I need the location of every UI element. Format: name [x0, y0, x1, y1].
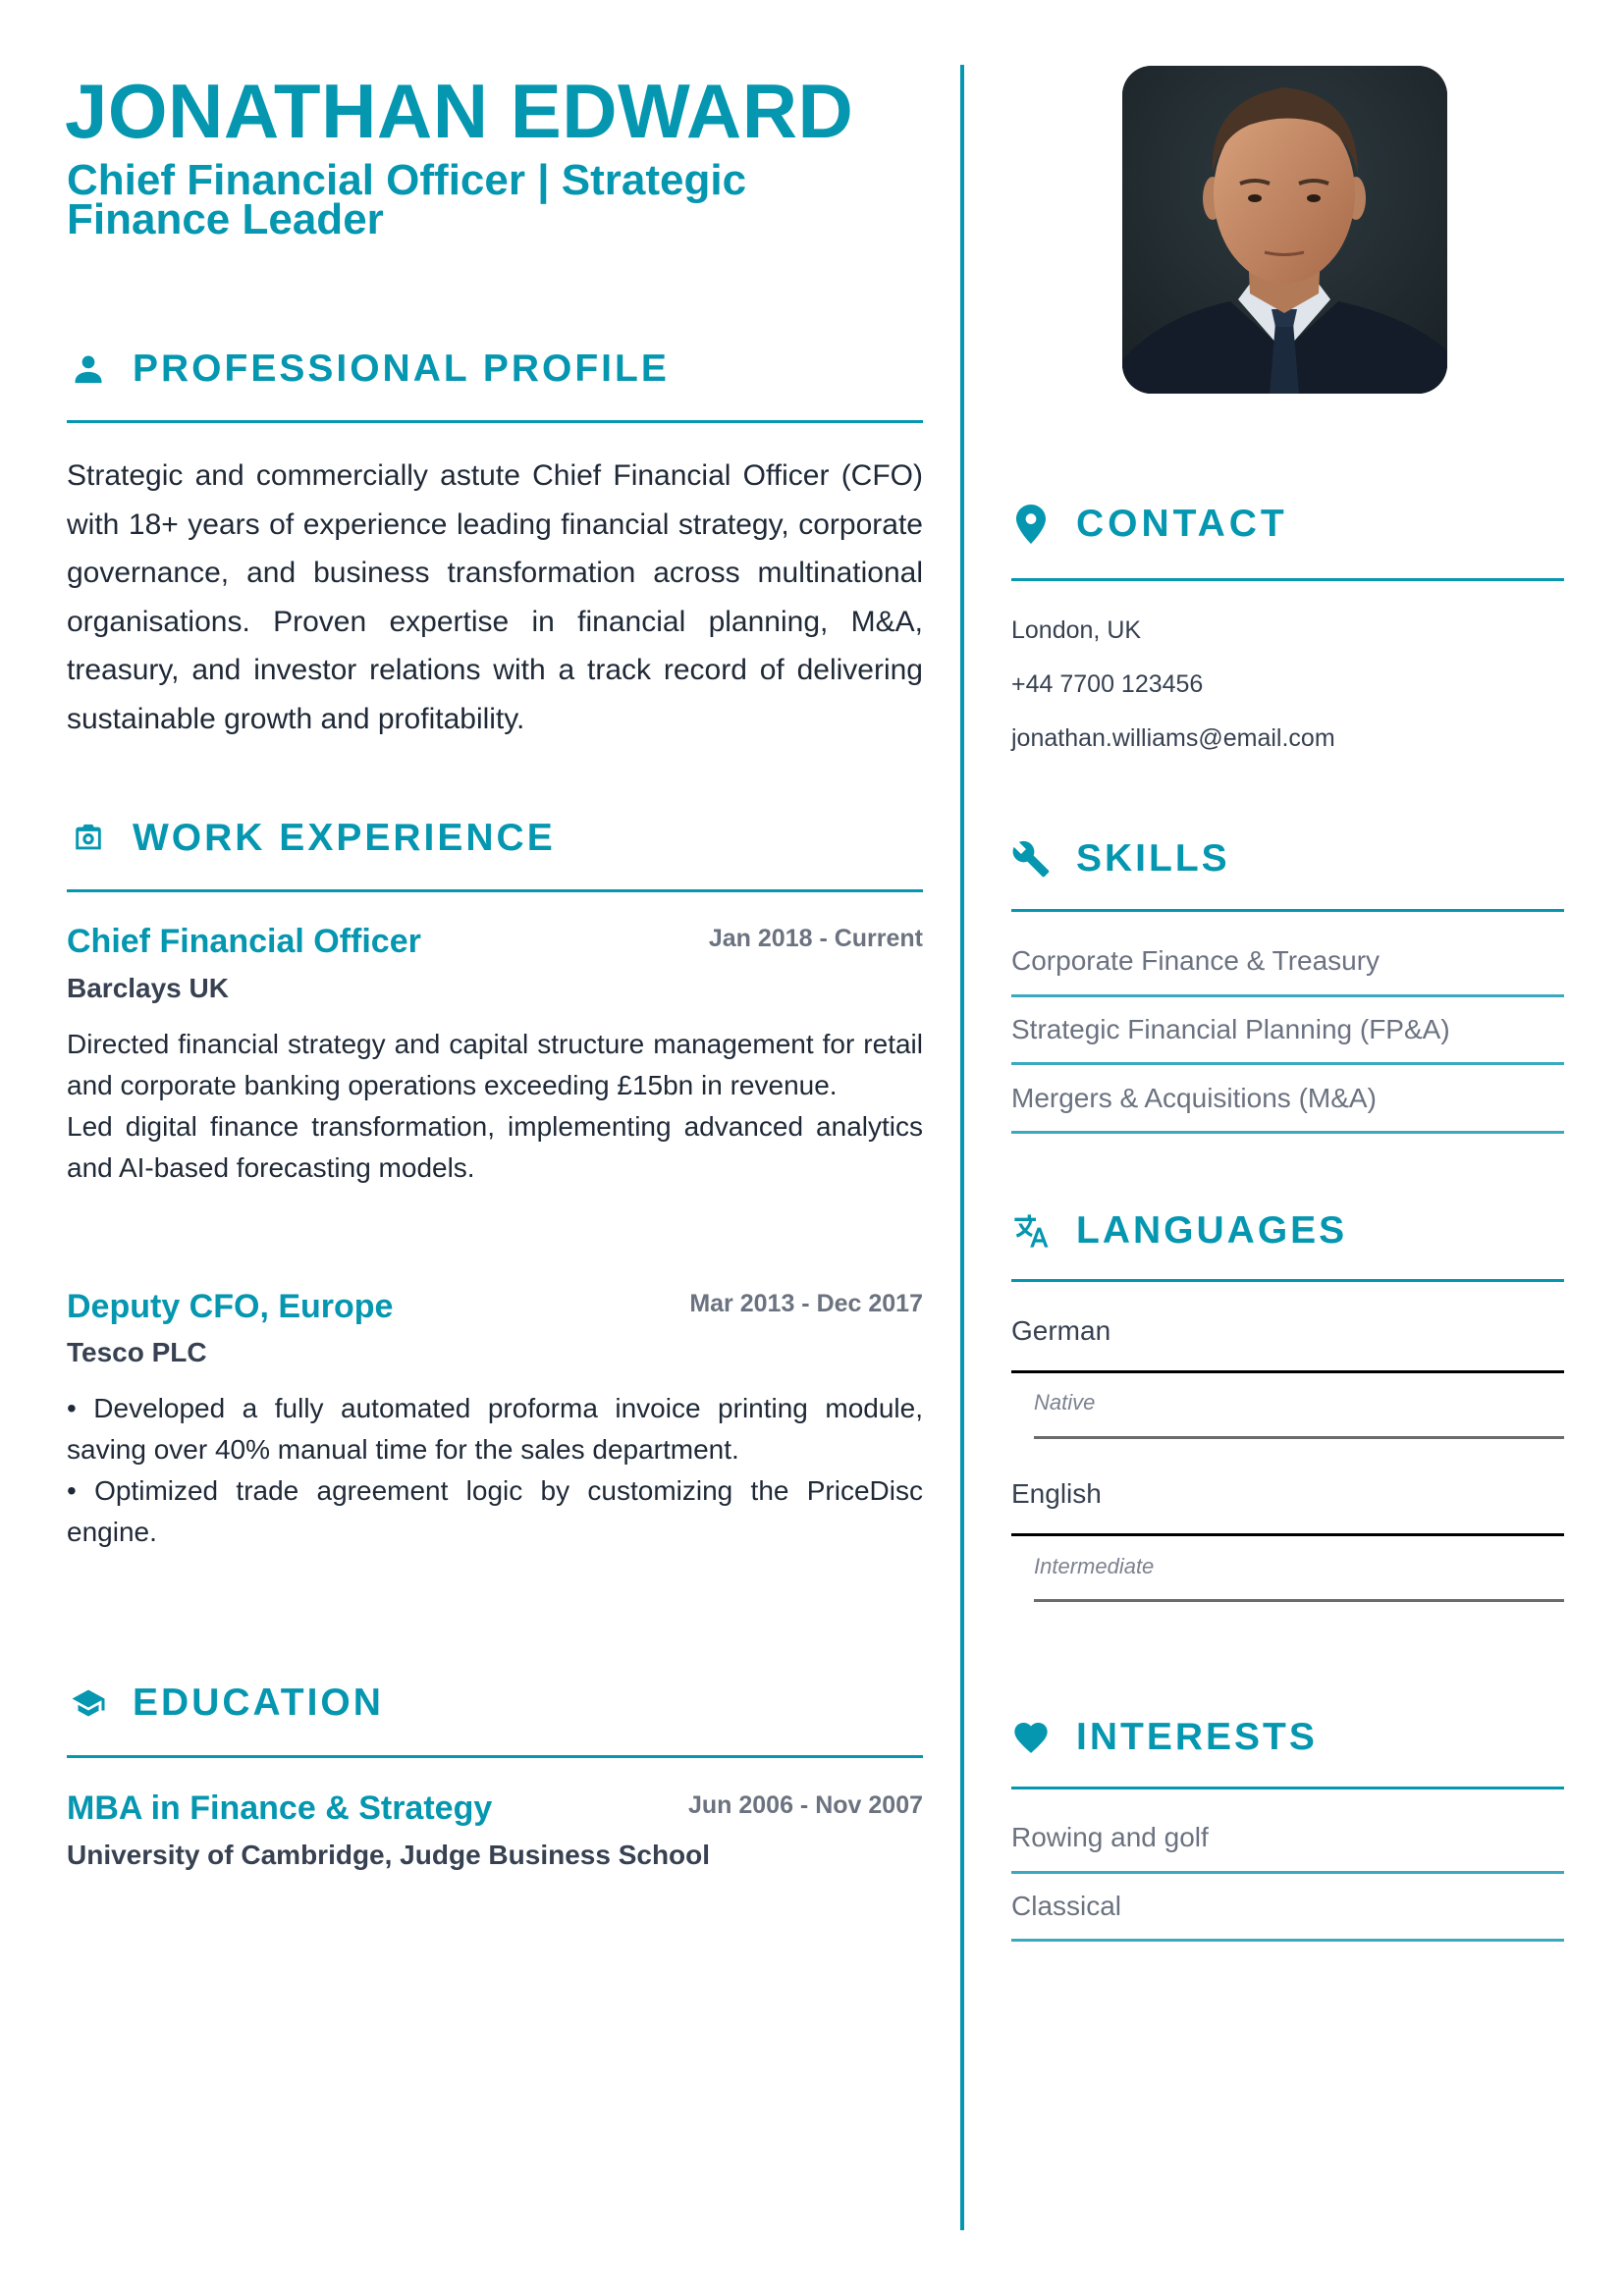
skill-item: Corporate Finance & Treasury — [1011, 945, 1380, 976]
degree-title: MBA in Finance & Strategy — [67, 1789, 493, 1827]
skill-item: Mergers & Acquisitions (M&A) — [1011, 1083, 1377, 1113]
job-date: Jan 2018 - Current — [708, 925, 923, 952]
person-icon — [69, 349, 108, 389]
contact-phone[interactable]: +44 7700 123456 — [1011, 670, 1204, 698]
section-heading-education — [67, 1682, 384, 1725]
job-date: Mar 2013 - Dec 2017 — [689, 1290, 923, 1317]
item-rule — [1011, 1939, 1564, 1942]
language-level: Intermediate — [1034, 1554, 1155, 1578]
contact-location: London, UK — [1011, 616, 1142, 644]
section-heading-contact — [1011, 503, 1288, 546]
job-description — [67, 1388, 923, 1553]
item-rule — [1011, 1131, 1564, 1134]
location-pin-icon — [1011, 505, 1051, 544]
job-company: Tesco PLC — [67, 1337, 207, 1367]
job-bullet: • Developed a fully automated proforma invoice printing module, saving over 40% manual time for the sales department. — [67, 1393, 923, 1465]
language-rule — [1011, 1370, 1564, 1373]
job-bullet: Led digital finance transformation, implementing advanced analytics and AI-based forecasting models. — [67, 1111, 923, 1183]
section-rule — [67, 889, 923, 892]
section-rule — [67, 420, 923, 423]
section-rule — [1011, 909, 1564, 912]
section-heading-experience — [67, 817, 556, 860]
candidate-name: JONATHAN EDWARD — [65, 68, 854, 154]
job-company: Barclays UK — [67, 973, 229, 1003]
wrench-icon — [1011, 839, 1051, 879]
section-title: WORK EXPERIENCE — [133, 817, 556, 859]
language-level-rule — [1034, 1436, 1564, 1439]
job-bullet: • Optimized trade agreement logic by customizing the PriceDisc engine. — [67, 1475, 923, 1547]
item-rule — [1011, 1062, 1564, 1065]
job-bullet: Directed financial strategy and capital structure management for retail and corporate banking operations exceeding £15bn in revenue. — [67, 1029, 923, 1100]
interest-item: Classical — [1011, 1891, 1122, 1921]
contact-email[interactable]: jonathan.williams@email.com — [1011, 724, 1335, 752]
language-level: Native — [1034, 1390, 1096, 1415]
language-name: English — [1011, 1478, 1102, 1509]
section-rule — [1011, 1787, 1564, 1789]
section-title: EDUCATION — [133, 1682, 384, 1724]
briefcase-icon — [69, 819, 108, 858]
item-rule — [1011, 1871, 1564, 1874]
education-date: Jun 2006 - Nov 2007 — [687, 1791, 923, 1819]
section-heading-skills — [1011, 837, 1230, 881]
skill-item: Strategic Financial Planning (FP&A) — [1011, 1014, 1450, 1044]
section-title: CONTACT — [1076, 503, 1288, 545]
section-heading-languages — [1011, 1209, 1347, 1253]
section-rule — [67, 1755, 923, 1758]
translate-icon — [1011, 1211, 1051, 1251]
section-heading-interests — [1011, 1716, 1318, 1759]
language-name: German — [1011, 1315, 1111, 1346]
profile-summary: Strategic and commercially astute Chief Financial Officer (CFO) with 18+ years of experience leading financial strategy, corporate governance, and business transformation across multinational organisations. Proven expertise in financial planning, M&A, treasury, and investor relations with a track record of delivering sustainable growth and profitability. — [67, 459, 923, 735]
school-name: University of Cambridge, Judge Business School — [67, 1840, 711, 1870]
language-rule — [1011, 1533, 1564, 1536]
job-title: Deputy CFO, Europe — [67, 1288, 394, 1325]
section-title: PROFESSIONAL PROFILE — [133, 347, 670, 390]
interest-item: Rowing and golf — [1011, 1822, 1209, 1852]
profile-photo — [1122, 66, 1447, 394]
section-title: LANGUAGES — [1076, 1209, 1348, 1252]
section-heading-profile — [67, 347, 670, 391]
section-title: INTERESTS — [1076, 1716, 1318, 1758]
section-title: SKILLS — [1076, 837, 1230, 880]
section-rule — [1011, 578, 1564, 581]
heart-icon — [1011, 1718, 1051, 1757]
column-divider — [960, 65, 964, 2230]
section-rule — [1011, 1279, 1564, 1282]
language-level-rule — [1034, 1599, 1564, 1602]
job-title: Chief Financial Officer — [67, 923, 421, 960]
candidate-title: Chief Financial Officer | Strategic Finance Leader — [67, 156, 747, 243]
job-description — [67, 1024, 923, 1189]
item-rule — [1011, 994, 1564, 997]
graduation-cap-icon — [69, 1683, 108, 1723]
